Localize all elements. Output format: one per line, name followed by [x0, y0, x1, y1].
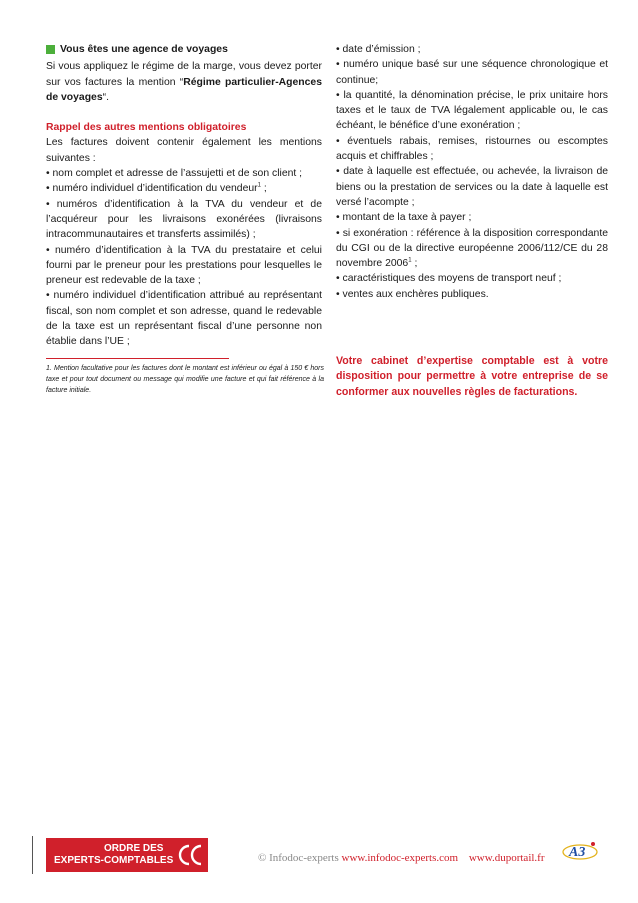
- list-item: • numéros d’identification à la TVA du vendeur et de l’acquéreur pour les livraisons exonérées (livraisons intracommunautaires et transferts assimilés) ;: [46, 198, 322, 241]
- list-item: • éventuels rabais, remises, ristournes ou escomptes acquis et chiffrables ;: [336, 135, 608, 163]
- a3-logo: [560, 838, 600, 864]
- list-item: • nom complet et adresse de l’assujetti et de son client ;: [46, 168, 303, 180]
- list-item: • date à laquelle est effectuée, ou achevée, la livraison de biens ou la prestation de services ou la date à laquelle est versé l’acompte ;: [336, 166, 608, 208]
- a3-logo-text: A3: [569, 845, 586, 860]
- list-item-end: ;: [260, 183, 267, 195]
- left-column: [46, 42, 322, 350]
- list-item: • ventes aux enchères publiques.: [336, 288, 489, 300]
- list-item: [46, 181, 322, 196]
- intro-bold-mention: Régime particulier-Agences de voyages: [46, 76, 322, 103]
- list-item: • date d’émission ;: [336, 44, 421, 55]
- section-heading-text: Vous êtes une agence de voyages: [60, 44, 228, 55]
- duportail-link[interactable]: www.duportail.fr: [468, 852, 545, 864]
- list-item: • caractéristiques des moyens de transport neuf ;: [336, 273, 562, 285]
- list-item: • la quantité, la dénomination précise, le prix unitaire hors taxes et le taux de TVA légalement applicable ou, le cas échéant, le bénéfice d’une exonération ;: [336, 89, 608, 132]
- logo-line-1: ORDRE DES: [104, 843, 164, 854]
- subheading: Rappel des autres mentions obligatoires: [46, 122, 247, 134]
- infodoc-link[interactable]: www.infodoc-experts.com: [341, 852, 459, 864]
- logo-line-2: EXPERTS-COMPTABLES: [54, 855, 174, 866]
- list-item: • montant de la taxe à payer ;: [336, 212, 472, 224]
- lead-paragraph: Les factures doivent contenir également les mentions suivantes :: [46, 137, 322, 164]
- list-item-text: • si exonération : référence à la disposition correspondante du CGI ou de la directive européenne 2006/112/CE du 28 novembre 2006: [336, 227, 608, 270]
- conclusion-paragraph: Votre cabinet d’expertise comptable est à votre disposition pour permettre à votre entreprise de se conformer aux nouvelles règles de facturations.: [336, 355, 608, 398]
- footnote-ref: 1: [408, 257, 412, 264]
- list-item-text: • numéro individuel d’identification du vendeur: [46, 183, 258, 195]
- footnote: 1. Mention facultative pour les factures dont le montant est inférieur ou égal à 150 € hors taxe et pour tout document ou message qui modifie une facture et qui fait référence à la facture initiale.: [46, 365, 324, 394]
- section-heading: [46, 42, 322, 57]
- ordre-experts-comptables-logo: [46, 838, 208, 872]
- footer-margin-line: [32, 836, 33, 874]
- intro-text: Si vous appliquez le régime de la marge, vous devez porter sur vos factures la mention “: [46, 61, 322, 88]
- list-item-end: ;: [411, 258, 418, 270]
- footnote-ref: 1: [257, 182, 261, 189]
- list-item: • numéro individuel d’identification attribué au représentant fiscal, son nom complet et son adresse, quand le redevable de la taxe est un représentant fiscal d’une personne non établie dans l’UE ;: [46, 290, 322, 348]
- cc-mark-icon: [176, 842, 204, 868]
- list-item: [336, 226, 608, 272]
- footnote-divider: [46, 358, 229, 359]
- copyright-text: © Infodoc-experts: [258, 852, 339, 864]
- list-item: • numéro unique basé sur une séquence chronologique et continue;: [336, 59, 608, 86]
- intro-text-end: “.: [102, 91, 109, 103]
- intro-paragraph: [46, 59, 322, 105]
- green-square-icon: [46, 45, 55, 54]
- right-column: [336, 42, 608, 302]
- footer-links: [258, 852, 545, 864]
- list-item: • numéro d’identification à la TVA du prestataire et celui fourni par le preneur pour les prestations pour lesquelles le preneur est redevable de la taxe ;: [46, 244, 322, 287]
